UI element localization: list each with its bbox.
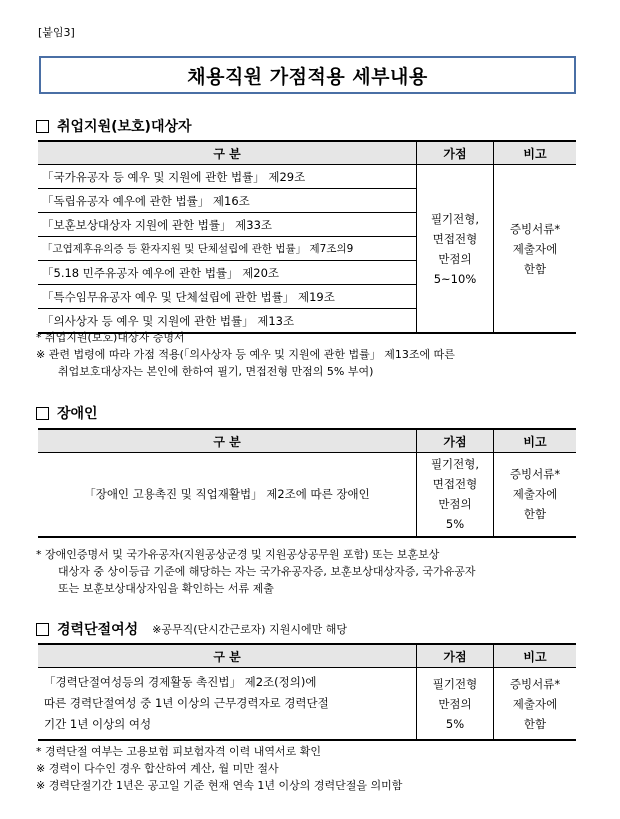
points-cell bbox=[417, 453, 494, 537]
section-heading-disabled bbox=[36, 403, 98, 423]
header-points: 가점 bbox=[417, 141, 494, 165]
note-line: 취업보호대상자는 본인에 한하여 필기, 면접전형 만점의 5% 부여) bbox=[58, 365, 374, 378]
remark-line: 제출자에 bbox=[512, 696, 558, 711]
law-cell: 「의사상자 등 예우 및 지원에 관한 법률」 제13조 bbox=[38, 309, 417, 334]
law-cell: 「국가유공자 등 예우 및 지원에 관한 법률」 제29조 bbox=[38, 165, 417, 189]
remark-line: 제출자에 bbox=[512, 487, 558, 502]
table-header-row bbox=[38, 141, 576, 165]
points-line: 5~10% bbox=[433, 271, 477, 286]
points-line: 필기전형, bbox=[430, 457, 480, 472]
disabled-notes bbox=[36, 546, 476, 597]
title-box bbox=[39, 56, 576, 94]
page-title: 채용직원 가점적용 세부내용 bbox=[187, 65, 428, 88]
header-remark: 비고 bbox=[494, 429, 577, 453]
points-line: 필기전형, bbox=[430, 211, 480, 226]
note-line: ※ 관련 법령에 따라 가점 적용(「의사상자 등 예우 및 지원에 관한 법률」 제13조에 따른 bbox=[36, 348, 455, 361]
law-cell: 「독립유공자 예우에 관한 법률」 제16조 bbox=[38, 189, 417, 213]
points-line: 면접전형 bbox=[432, 231, 478, 246]
checkbox-square-icon bbox=[36, 120, 49, 133]
header-category: 구 분 bbox=[38, 429, 417, 453]
table-row bbox=[38, 668, 576, 741]
points-line: 필기전형 bbox=[432, 676, 478, 691]
note-line: ※ 경력이 다수인 경우 합산하여 계산, 월 미만 절사 bbox=[36, 762, 279, 775]
law-cell: 「보훈보상대상자 지원에 관한 법률」 제33조 bbox=[38, 213, 417, 237]
points-cell bbox=[417, 165, 494, 334]
note-line: * 장애인증명서 및 국가유공자(지원공상군경 및 지원공상공무원 포함) 또는 보훈보상 bbox=[36, 548, 440, 561]
career-break-notes bbox=[36, 743, 402, 794]
law-cell: 「고엽제후유의증 등 환자지원 및 단체설립에 관한 법률」 제7조의9 bbox=[38, 237, 417, 261]
points-line: 만점의 bbox=[438, 251, 472, 266]
law-line: 따른 경력단절여성 중 1년 이상의 근무경력자로 경력단절 bbox=[44, 696, 329, 710]
section-note: ※공무직(단시간근로자) 지원시에만 해당 bbox=[152, 623, 347, 636]
law-line: 「경력단절여성등의 경제활동 촉진법」 제2조(정의)에 bbox=[44, 675, 317, 689]
table-header-row bbox=[38, 429, 576, 453]
points-line: 5% bbox=[445, 716, 465, 731]
points-line: 만점의 bbox=[438, 497, 472, 512]
points-line: 면접전형 bbox=[432, 477, 478, 492]
points-line: 5% bbox=[445, 517, 465, 532]
remark-line: 증빙서류* bbox=[509, 676, 561, 691]
note-line: ※ 경력단절기간 1년은 공고일 기준 현재 연속 1년 이상의 경력단절을 의미함 bbox=[36, 779, 403, 792]
points-cell bbox=[417, 668, 494, 741]
table-row bbox=[38, 453, 576, 537]
remark-line: 증빙서류* bbox=[509, 467, 561, 482]
disabled-table bbox=[38, 428, 576, 538]
note-line: * 경력단절 여부는 고용보험 피보험자격 이력 내역서로 확인 bbox=[36, 745, 321, 758]
remark-cell bbox=[494, 453, 577, 537]
checkbox-square-icon bbox=[36, 407, 49, 420]
table-row bbox=[38, 165, 576, 189]
law-line: 기간 1년 이상의 여성 bbox=[44, 717, 152, 731]
veterans-table bbox=[38, 140, 576, 334]
header-category: 구 분 bbox=[38, 644, 417, 668]
law-cell bbox=[38, 668, 417, 741]
remark-line: 한함 bbox=[523, 716, 547, 731]
remark-cell bbox=[494, 165, 577, 334]
header-points: 가점 bbox=[417, 429, 494, 453]
header-points: 가점 bbox=[417, 644, 494, 668]
remark-line: 증빙서류* bbox=[509, 221, 561, 236]
section-title: 경력단절여성 bbox=[57, 622, 139, 638]
header-remark: 비고 bbox=[494, 141, 577, 165]
attachment-label: [붙임3] bbox=[38, 26, 75, 39]
table-header-row bbox=[38, 644, 576, 668]
section-heading-veterans bbox=[36, 116, 192, 136]
law-cell: 「특수임무유공자 예우 및 단체설립에 관한 법률」 제19조 bbox=[38, 285, 417, 309]
remark-line: 한함 bbox=[523, 261, 547, 276]
remark-line: 제출자에 bbox=[512, 241, 558, 256]
career-break-table bbox=[38, 643, 576, 741]
note-line: * 취업지원(보호)대상자 증명서 bbox=[36, 331, 185, 344]
section-title: 장애인 bbox=[57, 406, 98, 422]
section-title: 취업지원(보호)대상자 bbox=[57, 119, 192, 135]
note-line: 또는 보훈보상대상자임을 확인하는 서류 제출 bbox=[58, 582, 274, 595]
section-heading-career-break bbox=[36, 619, 347, 639]
header-remark: 비고 bbox=[494, 644, 577, 668]
header-category: 구 분 bbox=[38, 141, 417, 165]
note-line: 대상자 중 상이등급 기준에 해당하는 자는 국가유공자증, 보훈보상대상자증, 국가유공자 bbox=[58, 565, 476, 578]
checkbox-square-icon bbox=[36, 623, 49, 636]
remark-line: 한함 bbox=[523, 507, 547, 522]
points-line: 만점의 bbox=[438, 696, 472, 711]
remark-cell bbox=[494, 668, 577, 741]
veterans-notes bbox=[36, 329, 455, 380]
law-cell: 「5.18 민주유공자 예우에 관한 법률」 제20조 bbox=[38, 261, 417, 285]
law-cell: 「장애인 고용촉진 및 직업재활법」 제2조에 따른 장애인 bbox=[38, 453, 417, 537]
